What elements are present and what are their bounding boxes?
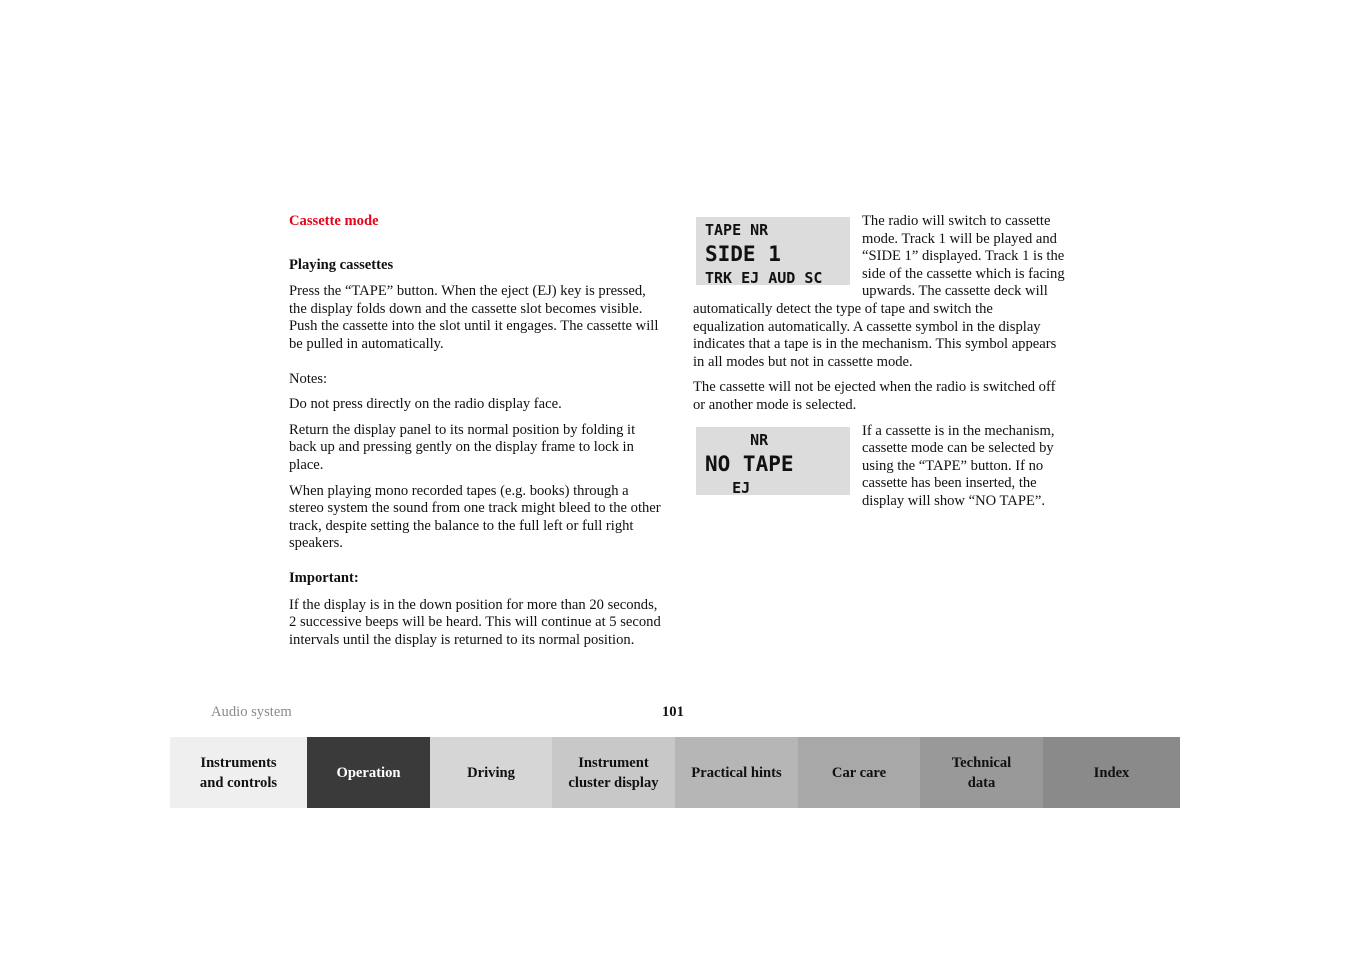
- display-line-3: EJ: [705, 478, 751, 497]
- chapter-label: Audio system: [211, 704, 292, 720]
- note-1: Do not press directly on the radio display face.: [289, 396, 562, 413]
- tab-instruments-and-controls[interactable]: [170, 737, 307, 808]
- right-column: [693, 213, 1065, 519]
- left-column: [289, 213, 661, 657]
- note-3: When playing mono recorded tapes (e.g. books) through a stereo system the sound from one track might bleed to the other track, despite setting the balance to the full left or full right speakers.: [289, 482, 661, 552]
- display-line-1: TAPE NR: [705, 221, 769, 239]
- tab-label-line-2: cluster display: [568, 774, 659, 791]
- important-label: Important:: [289, 569, 359, 586]
- right-paragraph-3: If a cassette is in the mechanism, cassette mode can be selected by using the “TAPE” button. If no cassette has been inserted, the display will show “NO TAPE”.: [862, 422, 1055, 509]
- subheading: Playing cassettes: [289, 256, 394, 273]
- tab-label-line-2: data: [967, 774, 996, 791]
- display-line-1: NR: [705, 430, 769, 449]
- tab-instrument-cluster-display[interactable]: [552, 737, 675, 808]
- intro-paragraph: Press the “TAPE” button. When the eject (EJ) key is pressed, the display folds down and the cassette slot becomes visible. Push the cassette into the slot until it engages. The cassette will be pulled in automatically.: [289, 283, 659, 352]
- tab-label-line-1: Technical: [951, 754, 1012, 771]
- radio-display-no-tape: [696, 427, 850, 495]
- right-paragraph-2: The cassette will not be ejected when the radio is switched off or another mode is selected.: [693, 379, 1056, 413]
- tab-car-care[interactable]: [798, 737, 920, 808]
- page-number: 101: [662, 704, 684, 720]
- tab-label-line-1: Instrument: [578, 754, 649, 771]
- tab-driving[interactable]: [430, 737, 552, 808]
- chapter-nav-bar: [170, 737, 1180, 808]
- tab-label-line-2: and controls: [199, 774, 278, 791]
- display-line-2: SIDE 1: [705, 242, 781, 266]
- section-title: Cassette mode: [289, 213, 379, 229]
- tab-label-line-1: Instruments: [200, 754, 277, 771]
- important-text: If the display is in the down position for more than 20 seconds, 2 successive beeps will be heard. This will continue at 5 second intervals until the display is returned to its normal position.: [289, 596, 661, 648]
- tab-index[interactable]: [1043, 737, 1180, 808]
- notes-label: Notes:: [289, 370, 328, 387]
- right-paragraph-1: The radio will switch to cassette mode. Track 1 will be played and “SIDE 1” displayed. Track 1 is the side of the cassette which is facing upwards. The cassette deck will automatically detect the type of tape and switch the equalization automatically. A cassette symbol in the display indicates that a tape is in the mechanism. This symbol appears in all modes but not in cassette mode.: [693, 213, 1065, 370]
- tab-label: Driving: [467, 764, 515, 781]
- radio-display-tape: [696, 217, 850, 285]
- display-line-3: TRK EJ AUD SC: [705, 269, 823, 287]
- tab-practical-hints[interactable]: [675, 737, 798, 808]
- tab-label: Index: [1093, 764, 1130, 781]
- display-line-2: NO TAPE: [705, 451, 794, 476]
- tab-label: Car care: [831, 764, 887, 781]
- tab-label: Operation: [336, 764, 401, 781]
- tab-technical-data[interactable]: [920, 737, 1043, 808]
- tab-operation[interactable]: [307, 737, 430, 808]
- tab-label: Practical hints: [691, 764, 782, 781]
- note-2: Return the display panel to its normal position by folding it back up and pressing gently on the display frame to lock in place.: [289, 421, 636, 473]
